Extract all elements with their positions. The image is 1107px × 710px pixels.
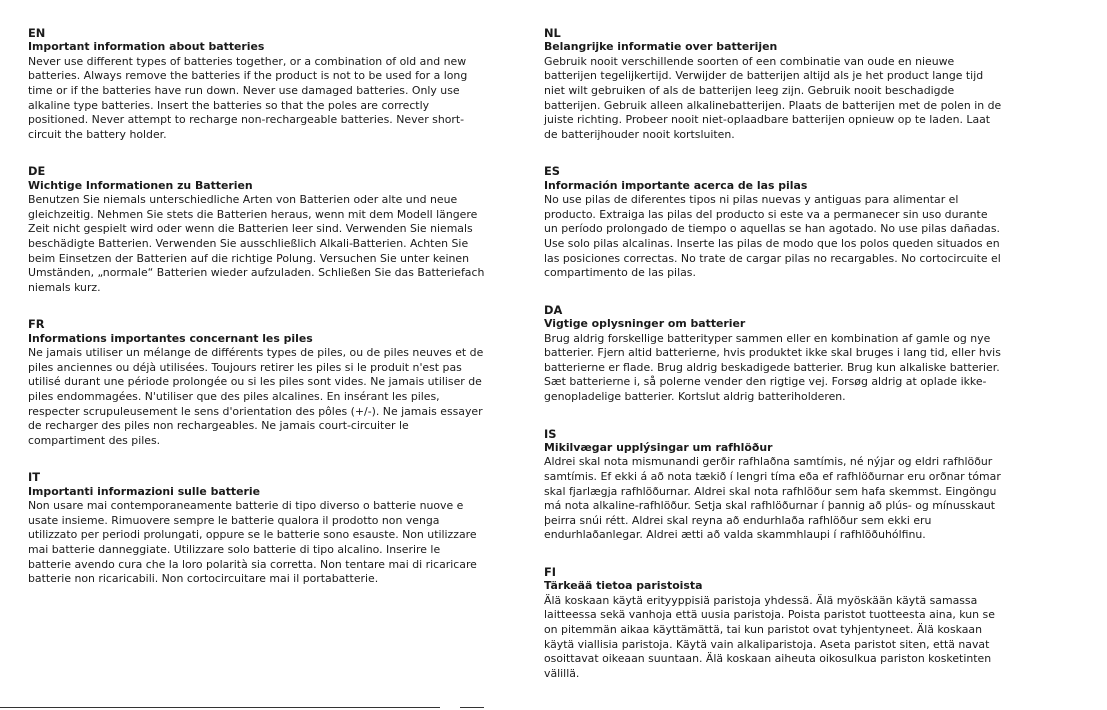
section-heading: Tärkeää tietoa paristoista	[544, 579, 703, 593]
section-body: Benutzen Sie niemals unterschiedliche Arten von Batterien oder alte und neue gleichzeitig. Nehmen Sie stets die Batterien heraus, wenn mit dem Modell längere Zeit nicht gespielt wird oder wenn die Batterien leer sind. Verwenden Sie niemals beschädigte Batterien. Verwenden Sie ausschließlich Alkali-Batterien. Achten Sie beim Einsetzen der Batterien auf die richtige Polung. Versuchen Sie unter keinen Umständen, „normale“ Batterien wieder aufzuladen. Schließen Sie das Batteriefach niemals kurz.	[28, 193, 485, 294]
language-code: IT	[28, 470, 41, 485]
language-code: IS	[544, 426, 557, 441]
right-column	[544, 26, 1002, 703]
section-fi	[544, 565, 1002, 681]
section-body: Non usare mai contemporaneamente batterie di tipo diverso o batterie nuove e usate insieme. Rimuovere sempre le batterie qualora il prodotto non venga utilizzato per periodi prolungati, oppure se le batterie sono esauste. Non utilizzare mai batterie danneggiate. Utilizzare solo batterie di tipo alcalino. Inserire le batterie avendo cura che la loro polarità sia corretta. Non tentare mai di ricaricare batterie non ricaricabili. Non cortocircuitare mai il portabatterie.	[28, 499, 477, 586]
section-heading: Importanti informazioni sulle batterie	[28, 484, 261, 498]
language-code: FI	[544, 564, 557, 579]
section-is	[544, 427, 1002, 543]
section-it	[28, 470, 486, 586]
language-code: FR	[28, 317, 45, 332]
section-body: Ne jamais utiliser un mélange de différents types de piles, ou de piles neuves et de piles anciennes ou déjà utilisées. Toujours retirer les piles si le produit n'est pas utilisé durant une période prolongée ou si les piles sont vides. Ne jamais utiliser de piles endommagées. N'utiliser que des piles alcalines. En insérant les piles, respecter scrupuleusement le sens d'orientation des pôles (+/-). Ne jamais essayer de recharger des piles non rechargeables. Ne jamais court-circuiter le compartiment des piles.	[28, 346, 484, 447]
section-body: Gebruik nooit verschillende soorten of een combinatie van oude en nieuwe batterijen tegelijkertijd. Verwijder de batterijen altijd als je het product lange tijd niet wilt gebruiken of als de batterijen leeg zijn. Gebruik nooit beschadigde batterijen. Gebruik alleen alkalinebatterijen. Plaats de batterijen met de polen in de juiste richting. Probeer nooit niet-oplaadbare batterijen opnieuw op te laden. Laat de batterijhouder nooit kortsluiten.	[544, 54, 1002, 141]
section-heading: Vigtige oplysninger om batterier	[544, 317, 746, 331]
language-code: NL	[544, 26, 561, 40]
section-body: No use pilas de diferentes tipos ni pilas nuevas y antiguas para alimentar el producto. Extraiga las pilas del producto si este va a permanecer sin uso durante un período prolongado de tiempo o aquellas se han agotado. No use pilas dañadas. Use solo pilas alcalinas. Inserte las pilas de modo que los polos queden situados en las posiciones correctas. No trate de cargar pilas no recargables. No cortocircuite el compartimento de las pilas.	[544, 193, 1001, 280]
section-en	[28, 26, 486, 142]
section-es	[544, 164, 1002, 280]
language-code: DA	[544, 302, 563, 317]
language-code: EN	[28, 26, 46, 40]
left-column	[28, 26, 486, 609]
section-heading: Wichtige Informationen zu Batterien	[28, 178, 253, 192]
bottom-divider-mark	[460, 707, 484, 708]
section-de	[28, 164, 486, 295]
section-body: Brug aldrig forskellige batterityper sammen eller en kombination af gamle og nye batterier. Fjern altid batterierne, hvis produktet ikke skal bruges i lang tid, eller hvis batterierne er flade. Brug aldrig beskadigede batterier. Brug kun alkaliske batterier. Sæt batterierne i, så polerne vender den rigtige vej. Forsøg aldrig at oplade ikke-genopladelige batterier. Kortslut aldrig batteriholderen.	[544, 331, 1001, 403]
section-nl	[544, 26, 1002, 142]
language-code: ES	[544, 164, 560, 179]
section-body: Aldrei skal nota mismunandi gerðir rafhlaðna samtímis, né nýjar og eldri rafhlöður samtímis. Ef ekki á að nota tækið í lengri tíma eða ef rafhlöðurnar eru orðnar tómar skal fjarlægja rafhlöðurnar. Aldrei skal nota rafhlöður sem hafa skemmst. Eingöngu má nota alkaline-rafhlöður. Setja skal rafhlöðurnar í þannig að plús- og mínusskaut þeirra snúi rétt. Aldrei skal reyna að endurhlaða rafhlöður sem ekki eru endurhlaðanlegar. Aldrei ætti að valda skammhlaupi í rafhlöðuhólfinu.	[544, 455, 1001, 542]
section-body: Never use different types of batteries together, or a combination of old and new batteries. Always remove the batteries if the product is not to be used for a long time or if the batteries have run down. Never use damaged batteries. Only use alkaline type batteries. Insert the batteries so that the poles are correctly positioned. Never attempt to recharge non-rechargeable batteries. Never short-circuit the battery holder.	[28, 54, 468, 141]
section-fr	[28, 317, 486, 448]
section-heading: Belangrijke informatie over batterijen	[544, 40, 778, 54]
bottom-divider	[0, 707, 440, 708]
section-heading: Información importante acerca de las pilas	[544, 178, 808, 192]
section-heading: Mikilvægar upplýsingar um rafhlöður	[544, 440, 773, 454]
language-code: DE	[28, 164, 46, 179]
section-da	[544, 303, 1002, 405]
section-heading: Important information about batteries	[28, 40, 265, 54]
section-body: Älä koskaan käytä erityyppisiä paristoja yhdessä. Älä myöskään käytä samassa laitteessa sekä vanhoja että uusia paristoja. Poista paristot tuotteesta aina, kun se on pitemmän aikaa käyttämättä, tai kun paristot ovat tyhjentyneet. Älä koskaan käytä viallisia paristoja. Käytä vain alkaliparistoja. Aseta paristot siten, että navat osoittavat oikeaan suuntaan. Älä koskaan aiheuta oikosulkua pariston kosketinten välillä.	[544, 593, 995, 680]
section-heading: Informations importantes concernant les piles	[28, 331, 313, 345]
